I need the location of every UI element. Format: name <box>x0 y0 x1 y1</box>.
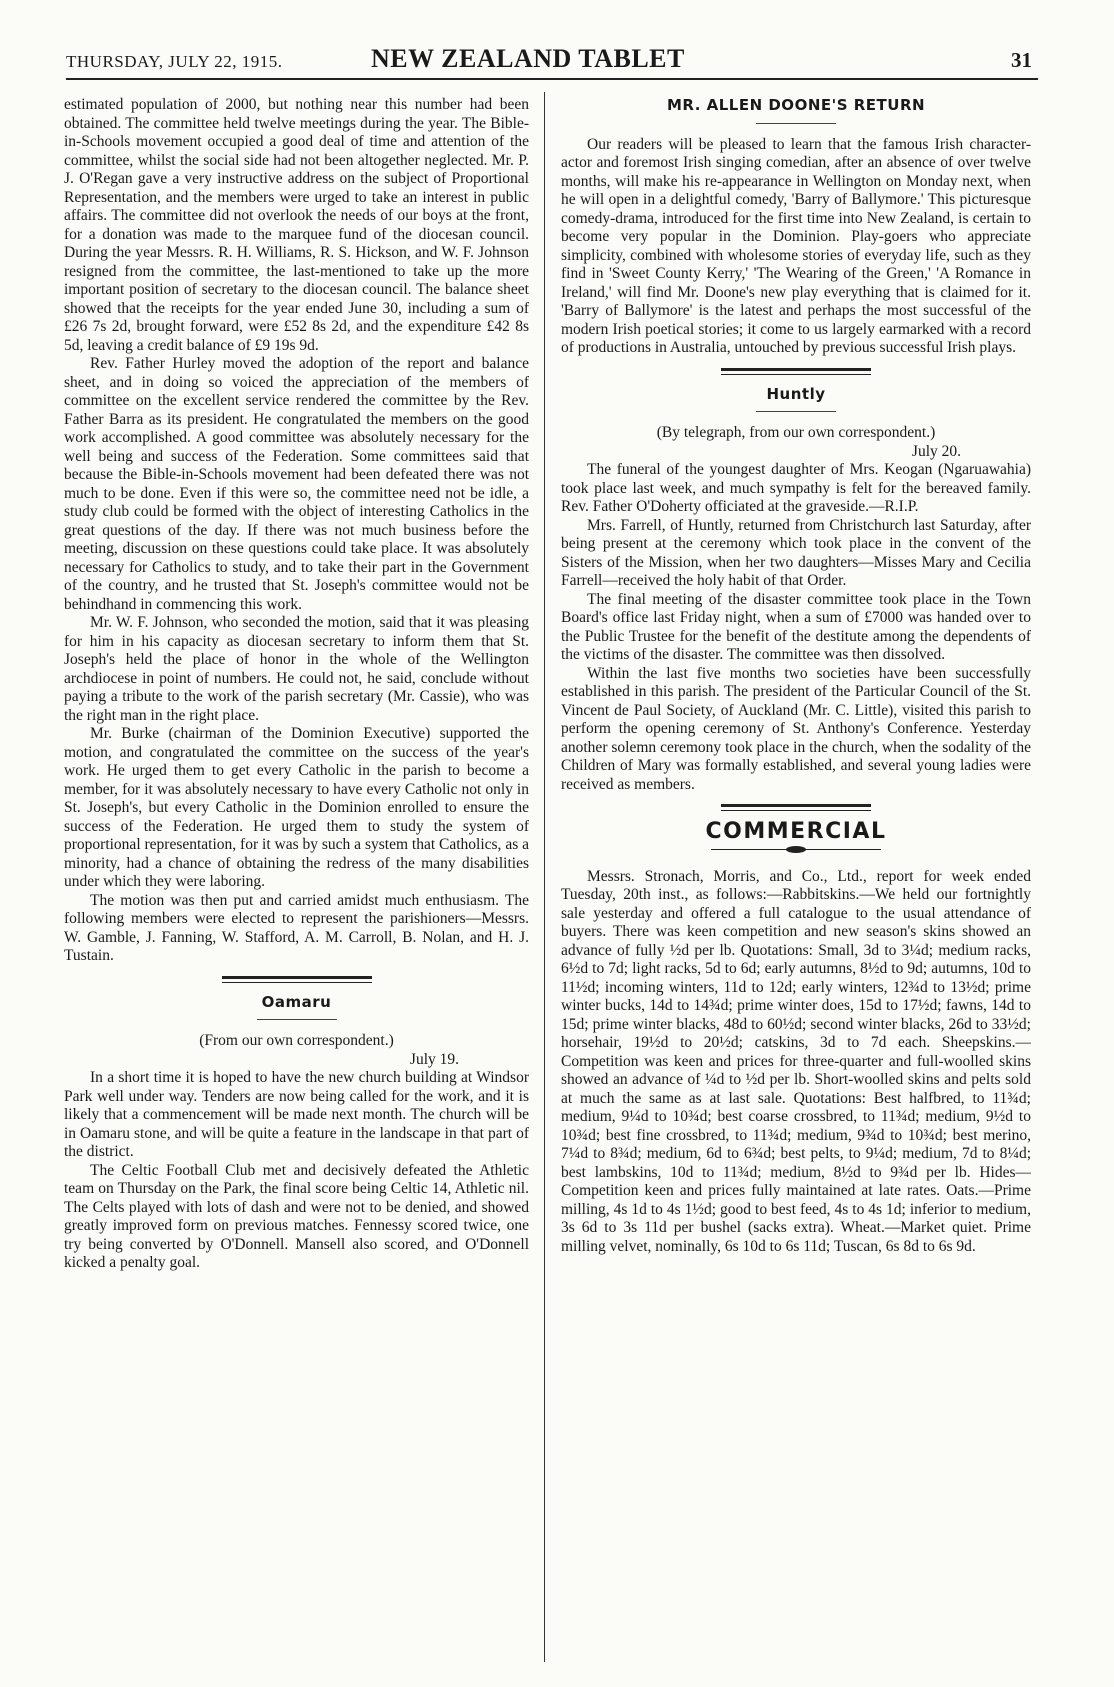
ornament-rule <box>711 846 881 854</box>
article-paragraph: The motion was then put and carried amidst much enthusiasm. The following members were elected to represent the parishioners—Messrs. W. Gamble, J. Fanning, W. Stafford, A. M. Carroll, B. Nolan, and H. J. Tustain. <box>64 891 529 964</box>
issue-date: THURSDAY, JULY 22, 1915. <box>66 52 283 71</box>
section-rule <box>721 804 871 811</box>
column-divider <box>544 92 545 1662</box>
huntly-paragraph: The final meeting of the disaster committee took place in the Town Board's office last Friday night, when a sum of £7000 was handed over to the Public Trustee for the benefit of the destitute among the dependents of the victims of the disaster. The committee was then dissolved. <box>561 590 1031 663</box>
masthead <box>66 38 1038 80</box>
heading-rule <box>756 123 836 124</box>
left-column <box>64 96 529 1666</box>
huntly-byline: (By telegraph, from our own correspondent.) <box>656 424 936 441</box>
article-paragraph: Mr. W. F. Johnson, who seconded the motion, said that it was pleasing for him in his capacity as diocesan secretary to inform them that St. Joseph's held the place of honor in the whole of the Wellington archdiocese in point of numbers. He could not, he said, conclude without paying a tribute to the work of the parish secretary (Mr. Cassie), who was the right man in the right place. <box>64 614 529 724</box>
oamaru-paragraph: The Celtic Football Club met and decisively defeated the Athletic team on Thursday on the Park, the final score being Celtic 14, Athletic nil. The Celts played with lots of dash and were not to be denied, and showed greatly improved form on previous matches. Fennessy scored twice, one try being converted by O'Donnell. Mansell also scored, and O'Donnell kicked a penalty goal. <box>64 1161 529 1271</box>
section-rule <box>222 976 372 983</box>
oamaru-date: July 19. <box>409 1050 459 1068</box>
huntly-paragraph: Within the last five months two societies have been successfully established in this parish. The president of the Particular Council of the St. Vincent de Paul Society, of Auckland (Mr. C. Little), visited this parish to perform the opening ceremony of St. Anthony's Conference. Yesterday another solemn ceremony took place in the church, when the sodality of the Children of Mary was formally established, and several young ladies were received as members. <box>561 664 1031 793</box>
heading-rule <box>756 411 836 412</box>
page-number: 31 <box>1011 48 1032 72</box>
huntly-paragraph: Mrs. Farrell, of Huntly, returned from Christchurch last Saturday, after being present at the ceremony which took place in the convent of the Sisters of the Mission, when her two daughters—Misses Mary and Cecilia Farrell—received the holy habit of that Order. <box>561 516 1031 589</box>
huntly-heading: Huntly <box>766 384 826 403</box>
doone-heading: MR. ALLEN DOONE'S RETURN <box>666 96 926 114</box>
paper-title: NEW ZEALAND TABLET <box>371 44 685 73</box>
right-column <box>561 96 1031 1666</box>
commercial-paragraph: Messrs. Stronach, Morris, and Co., Ltd., report for week ended Tuesday, 20th inst., as follows:—Rabbitskins.—We held our fortnightly sale yesterday and offered a full catalogue to the usual attendance of buyers. There was keen competition and new season's skins showed an advance of fully ½d per lb. Quotations: Small, 3d to 3¼d; medium racks, 6½d to 7d; light racks, 5d to 6d; early autumns, 8½d to 9d; autumns, 10d to 11½d; incoming winters, 11d to 12d; early winters, 12¾d to 13½d; prime winter bucks, 14d to 14¾d; prime winter does, 15d to 17½d; fawns, 14d to 15d; prime winter blacks, 48d to 60½d; second winter blacks, 26d to 33½d; horsehair, 19½d to 20½d; catskins, 3d to 7d each. Sheepskins.—Competition was keen and prices for three-quarter and full-woolled skins showed an advance of ¼d to ½d per lb. Short-woolled skins and pelts sold at much the same as at last sale. Quotations: Best halfbred, to 11¾d; medium, 9¼d to 10¾d; best coarse crossbred, to 11¾d; medium, 9½d to 10¾d; best fine crossbred, to 11¾d; medium, 9¾d to 10¾d; best merino, 7¼d to 8¾d; medium, 6d to 6¾d; best pelts, to 9¼d; medium, 7d to 8¼d; best lambskins, 10d to 11¾d; medium, 8½d to 9¾d per lb. Hides—Competition keen and prices fully maintained at late rates. Oats.—Prime milling, 4s 1d to 4s 1½d; good to best feed, 4s to 4s 1d; inferior to medium, 3s 6d to 3s 11d per bushel (sacks extra). Wheat.—Market quiet. Prime milling velvet, nominally, 6s 10d to 6s 11d; Tuscan, 6s 8d to 6s 9d. <box>561 867 1031 1255</box>
heading-rule <box>257 1019 337 1020</box>
huntly-paragraph: The funeral of the youngest daughter of Mrs. Keogan (Ngaruawahia) took place last week, and much sympathy is felt for the bereaved family. Rev. Father O'Doherty officiated at the graveside.—R.I.P. <box>561 461 1031 515</box>
article-paragraph: Rev. Father Hurley moved the adoption of the report and balance sheet, and in doing so voiced the appreciation of the members of committee on the excellent service rendered the committee by the Rev. Father Barra as its president. He congratulated the members on the good work accomplished. A good committee was absolutely necessary for the well being and success of the Federation. Some committees said that because the Bible-in-Schools movement had been defeated there was not much to be done. Even if this were so, the committee need not be idle, a study club could be formed with the object of interesting Catholics in the great questions of the day. If there was not much business before the meeting, discussion on these questions could take place. It was absolutely necessary for Catholics to study, and to take their part in the Government of the country, and he trusted that St. Joseph's committee would not be behindhand in commencing this work. <box>64 355 529 613</box>
oamaru-paragraph: In a short time it is hoped to have the new church building at Windsor Park well under way. Tenders are now being called for the work, and it is likely that a commencement will be made next month. The church will be in Oamaru stone, and will be quite a feature in the landscape in that part of the district. <box>64 1069 529 1160</box>
article-paragraph: estimated population of 2000, but nothing near this number had been obtained. The committee held twelve meetings during the year. The Bible-in-Schools movement occupied a good deal of time and attention of the committee, whilst the social side had not been altogether neglected. Mr. P. J. O'Regan gave a very instructive address on the subject of Proportional Representation, and the members were urged to take an interest in public affairs. The committee did not overlook the needs of our boys at the front, for a donation was made to the marquee fund of the diocesan council. During the year Messrs. R. H. Williams, R. S. Hickson, and W. F. Johnson resigned from the committee, the last-mentioned to take up the more important position of secretary to the diocesan council. The balance sheet showed that the receipts for the year ended June 30, including a sum of £26 7s 2d, brought forward, were £52 8s 2d, and the expenditure £42 8s 5d, leaving a credit balance of £9 19s 9d. <box>64 96 529 354</box>
section-rule <box>721 368 871 375</box>
doone-paragraph: Our readers will be pleased to learn that the famous Irish character-actor and foremost Irish singing comedian, after an absence of over twelve months, will make his re-appearance in Wellington on Monday next, when he will open in a delightful comedy, 'Barry of Ballymore.' This picturesque comedy-drama, introduced for the first time into New Zealand, is certain to become very popular in the Dominion. Play-goers who appreciate simplicity, combined with wholesome stories of everyday life, such as they find in 'Sweet County Kerry,' 'The Wearing of the Green,' 'A Romance in Ireland,' will find Mr. Doone's new play everything that is claimed for it. 'Barry of Ballymore' is the latest and perhaps the most successful of the modern Irish poetical stories; it come to us largely earmarked with a record of productions in Australia, untouched by previous successful Irish plays. <box>561 135 1031 356</box>
huntly-date: July 20. <box>911 442 961 460</box>
oamaru-byline: (From our own correspondent.) <box>199 1032 394 1049</box>
commercial-heading: COMMERCIAL <box>705 819 887 844</box>
oamaru-heading: Oamaru <box>261 992 332 1011</box>
article-paragraph: Mr. Burke (chairman of the Dominion Executive) supported the motion, and congratulated the committee on the success of the year's work. He urged them to get every Catholic in the parish to become a member, for it was absolutely necessary to have every Catholic not only in St. Joseph's, but every Catholic in the Dominion enrolled to ensure the success of the Federation. He urged them to study the system of proportional representation, for it was by such a system that Catholics, as a minority, had a chance of obtaining the redress of the many disabilities under which they were laboring. <box>64 725 529 890</box>
